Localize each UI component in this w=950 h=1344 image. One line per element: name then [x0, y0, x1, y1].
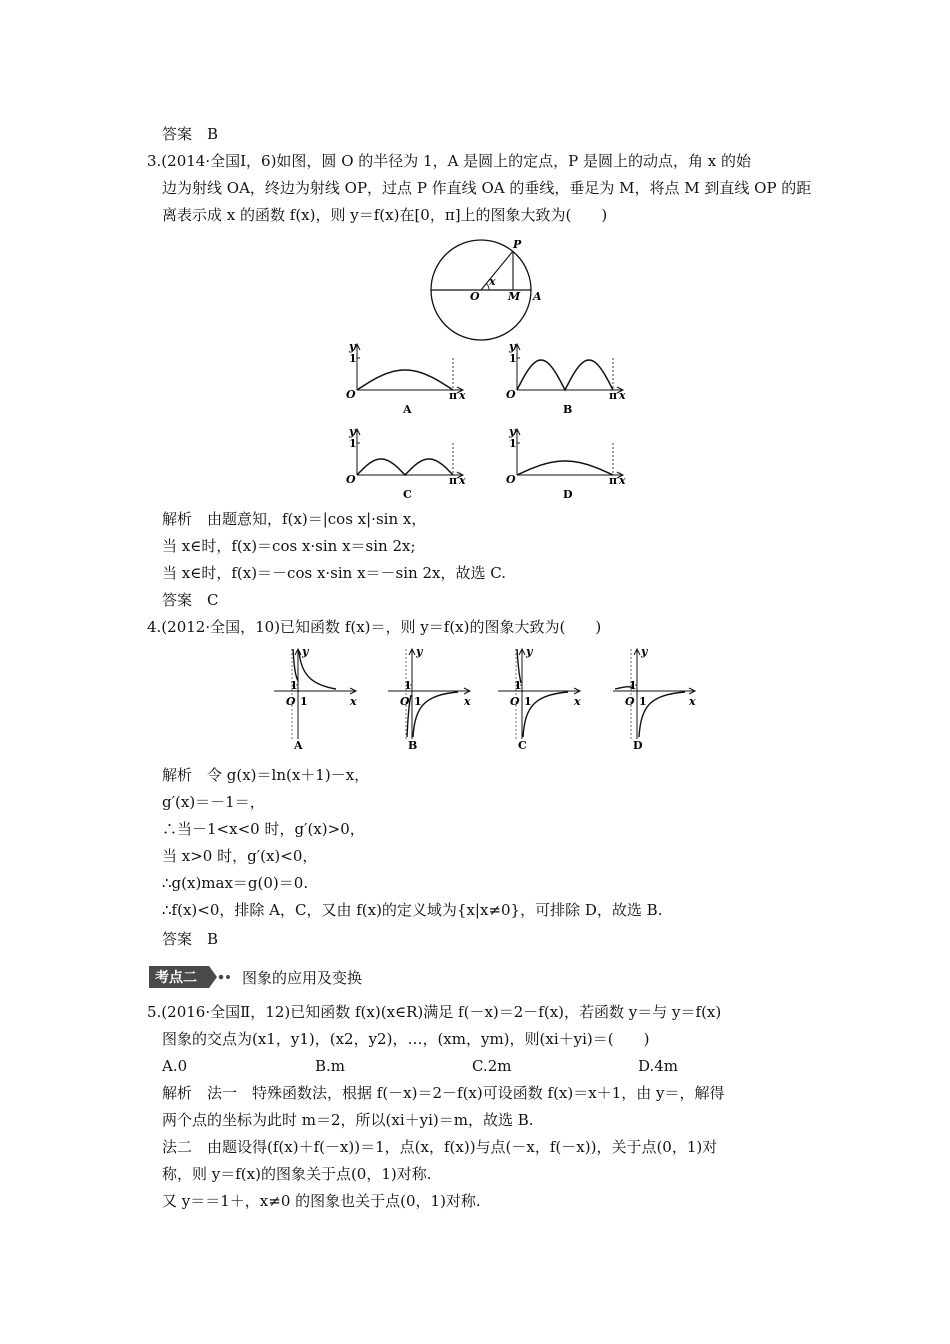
tick-label-one: 1 [629, 679, 637, 692]
q4-line: 4.(2012·全国，10)已知函数 f(x)＝，则 y＝f(x)的图象大致为( ) [147, 618, 602, 636]
axis-label-x: x [689, 695, 696, 708]
label-M: M [508, 290, 521, 303]
sol5-line-4: 称，则 y＝f(x)的图象关于点(0，1)对称. [162, 1165, 432, 1183]
axis-label-x: x [619, 474, 626, 487]
graph-option-label: C [403, 488, 412, 501]
graph-option-label: A [403, 403, 412, 416]
axis-label-y: y [349, 340, 356, 353]
tick-label-one: 1 [524, 695, 532, 708]
q3-graph-option [505, 425, 630, 503]
axis-label-y: y [526, 645, 533, 658]
option-a: A.0 [162, 1057, 188, 1075]
section-title: 图象的应用及变换 [242, 969, 363, 987]
label-x: x [489, 275, 496, 288]
answer-line: 答案 C [162, 591, 219, 609]
tick-label-one: 1 [349, 437, 357, 450]
answer-line: 答案 B [162, 125, 219, 143]
graph-curve [517, 360, 613, 390]
origin-label: O [506, 388, 516, 401]
axis-label-y: y [302, 645, 309, 658]
graph-curve [357, 370, 453, 390]
origin-label: O [625, 695, 635, 708]
q3-graph-option [345, 340, 470, 418]
sol4-line-4: 当 x>0 时，g′(x)<0， [162, 847, 318, 865]
axis-label-y: y [509, 425, 516, 438]
graph-option-label: B [563, 403, 573, 416]
q4-graph-option [386, 645, 478, 753]
axis-label-x: x [574, 695, 581, 708]
q4-graph-option [496, 645, 588, 753]
tick-label-one: 1 [349, 352, 357, 365]
axis-label-x: x [459, 474, 466, 487]
circle-figure [425, 238, 545, 342]
axis-label-y: y [641, 645, 648, 658]
sol5-line-3: 法二 由题设得(f(x)＋f(－x))＝1，点(x，f(x))与点(－x，f(－x))，关于点(0，1)对 [162, 1138, 718, 1156]
graph-option-label: B [408, 739, 418, 752]
tick-label-one: 1 [300, 695, 308, 708]
tick-label-pi: π [609, 389, 618, 402]
axis-label-y: y [416, 645, 423, 658]
tick-label-one: 1 [509, 437, 517, 450]
graph-option-label: D [633, 739, 643, 752]
q4-graph-option [611, 645, 703, 753]
option-b: B.m [315, 1057, 346, 1075]
q5-line-2: 图象的交点为(x1，y1)，(x2，y2)，…，(xm，ym)，则(xi＋yi)＝( ) [162, 1030, 650, 1048]
sol4-line-2: g′(x)＝－1＝， [162, 793, 265, 811]
origin-label: O [510, 695, 520, 708]
axis-label-y: y [349, 425, 356, 438]
section-badge [147, 964, 233, 990]
q3-line-2: 边为射线 OA，终边为射线 OP，过点 P 作直线 OA 的垂线，垂足为 M，将点 M 到直线 OP 的距 [162, 179, 812, 197]
graph-option-label: C [518, 739, 527, 752]
q3-graph-option [505, 340, 630, 418]
sol4-line-6: ∴f(x)<0，排除 A，C，又由 f(x)的定义域为{x|x≠0}，可排除 D，故选 B. [162, 901, 663, 919]
axis-label-x: x [459, 389, 466, 402]
origin-label: O [286, 695, 296, 708]
origin-label: O [346, 388, 356, 401]
sol5-line-1: 解析 法一 特殊函数法，根据 f(－x)＝2－f(x)可设函数 f(x)＝x＋1，由 y＝，解得 [162, 1084, 725, 1102]
q3-graph-option [345, 425, 470, 503]
option-d: D.4m [638, 1057, 679, 1075]
axis-label-x: x [619, 389, 626, 402]
tick-label-one: 1 [290, 679, 298, 692]
q3-line-1: 3.(2014·全国Ⅰ，6)如图，圆 O 的半径为 1，A 是圆上的定点，P 是圆上的动点，角 x 的始 [147, 152, 752, 170]
tick-label-one: 1 [404, 679, 412, 692]
tick-label-one: 1 [639, 695, 647, 708]
graph-curve [517, 461, 613, 475]
section-badge-text: 考点二 [155, 970, 197, 986]
axis-label-x: x [350, 695, 357, 708]
graph-option-label: D [563, 488, 573, 501]
label-P: P [513, 238, 522, 251]
tick-label-pi: π [609, 474, 618, 487]
origin-label: O [346, 473, 356, 486]
label-A: A [533, 290, 542, 303]
sol4-line-5: ∴g(x)max＝g(0)＝0. [162, 874, 309, 892]
sol3-line-1: 解析 由题意知，f(x)＝|cos x|·sin x， [162, 510, 427, 528]
tick-label-one: 1 [414, 695, 422, 708]
sol4-line-1: 解析 令 g(x)＝ln(x＋1)－x， [162, 766, 370, 784]
answer-line: 答案 B [162, 930, 219, 948]
graph-curve [357, 459, 453, 475]
sol5-line-2: 两个点的坐标为此时 m＝2，所以(xi＋yi)＝m，故选 B. [162, 1111, 534, 1129]
q5-line-1: 5.(2016·全国Ⅱ，12)已知函数 f(x)(x∈R)满足 f(－x)＝2－f(x)，若函数 y＝与 y＝f(x) [147, 1003, 722, 1021]
tick-label-pi: π [449, 474, 458, 487]
q3-line-3: 离表示成 x 的函数 f(x)，则 y＝f(x)在[0，π]上的图象大致为( ) [162, 206, 608, 224]
origin-label: O [506, 473, 516, 486]
tick-label-pi: π [449, 389, 458, 402]
axis-label-y: y [509, 340, 516, 353]
axis-label-x: x [464, 695, 471, 708]
sol5-line-5: 又 y＝＝1＋，x≠0 的图象也关于点(0，1)对称. [162, 1192, 481, 1210]
label-O: O [470, 290, 480, 303]
graph-option-label: A [294, 739, 303, 752]
sol3-line-3: 当 x∈时，f(x)＝－cos x·sin x＝－sin 2x，故选 C. [162, 564, 506, 582]
sol4-line-3: ∴当－1<x<0 时，g′(x)>0， [162, 820, 365, 838]
tick-label-one: 1 [509, 352, 517, 365]
tick-label-one: 1 [514, 679, 522, 692]
sol3-line-2: 当 x∈时，f(x)＝cos x·sin x＝sin 2x; [162, 537, 416, 555]
q4-graph-option [272, 645, 364, 753]
option-c: C.2m [472, 1057, 512, 1075]
origin-label: O [400, 695, 410, 708]
